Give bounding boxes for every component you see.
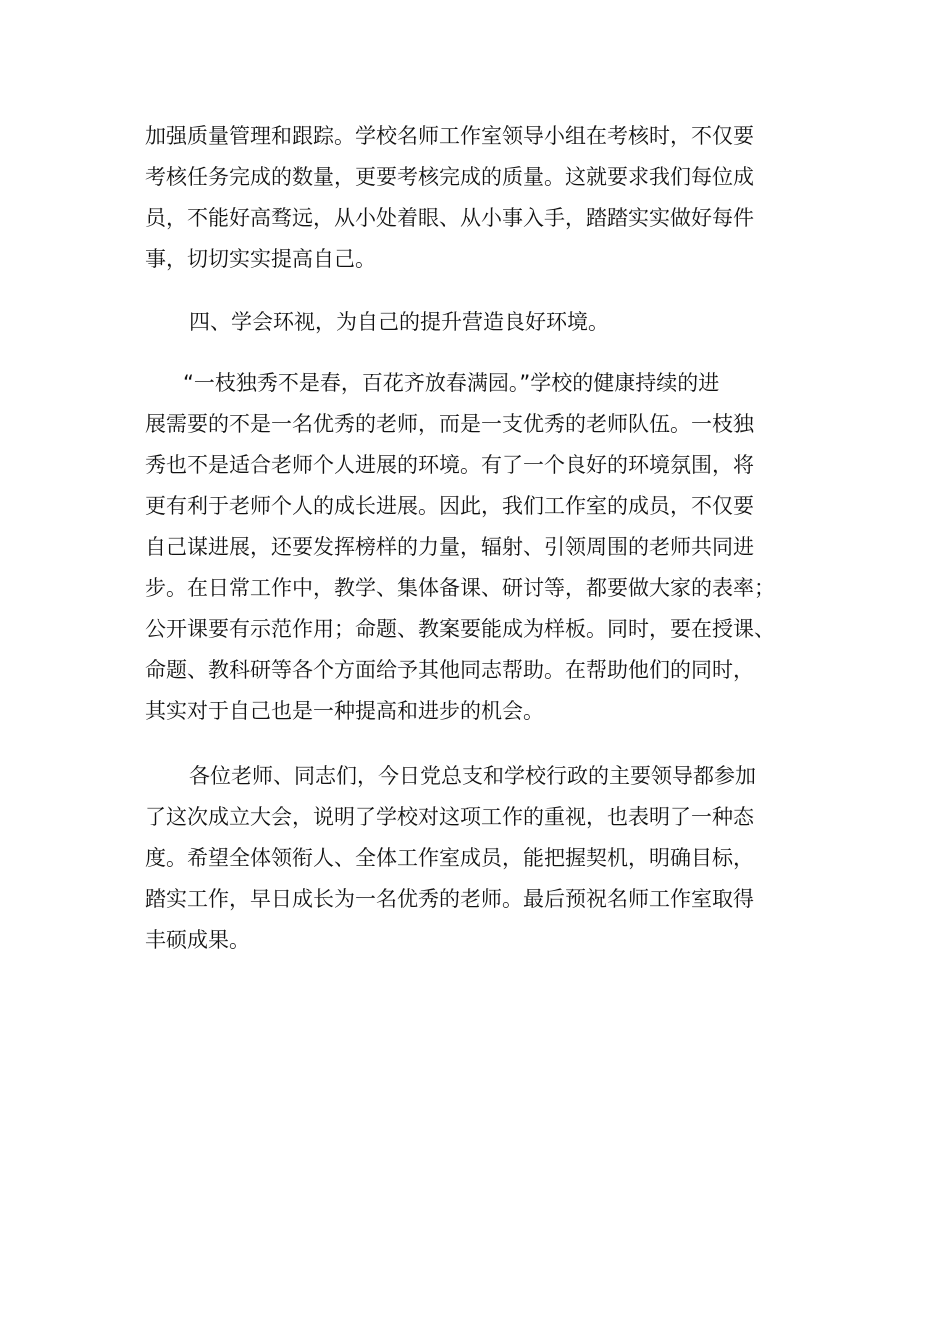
paragraph-environment [145, 363, 805, 732]
paragraph-quality-management [145, 116, 805, 280]
paragraph-closing-remarks [145, 756, 805, 961]
text-line: 考核任务完成的数量，更要考核完成的质量。这就要求我们每位成 [145, 165, 754, 189]
section-heading-four [145, 302, 805, 343]
text-line: 了这次成立大会，说明了学校对这项工作的重视，也表明了一种态 [145, 805, 754, 829]
text-line: 事，切切实实提高自己。 [145, 247, 376, 271]
section-heading-text: 四、学会环视，为自己的提升营造良好环境。 [189, 310, 609, 334]
text-line: 各位老师、同志们，今日党总支和学校行政的主要领导都参加 [189, 764, 756, 788]
text-line: 员，不能好高骛远，从小处着眼、从小事入手，踏踏实实做好每件 [145, 206, 754, 230]
text-line: 展需要的不是一名优秀的老师，而是一支优秀的老师队伍。一枝独 [145, 412, 754, 436]
text-line: 自己谋进展，还要发挥榜样的力量，辐射、引领周围的老师共同进 [145, 535, 754, 559]
text-line: 加强质量管理和跟踪。学校名师工作室领导小组在考核时，不仅要 [145, 124, 754, 148]
text-line: 步。在日常工作中，教学、集体备课、研讨等，都要做大家的表率； [145, 576, 775, 600]
text-line: 其实对于自己也是一种提高和进步的机会。 [145, 699, 544, 723]
text-line: 秀也不是适合老师个人进展的环境。有了一个良好的环境氛围，将 [145, 453, 754, 477]
text-line: 公开课要有示范作用；命题、教案要能成为样板。同时，要在授课、 [145, 617, 775, 641]
text-line: “一枝独秀不是春，百花齐放春满园。”学校的健康持续的进 [183, 371, 720, 395]
text-line: 度。希望全体领衔人、全体工作室成员，能把握契机，明确目标， [145, 846, 754, 870]
text-line: 命题、教科研等各个方面给予其他同志帮助。在帮助他们的同时， [145, 658, 754, 682]
text-line: 更有利于老师个人的成长进展。因此，我们工作室的成员，不仅要 [145, 494, 754, 518]
text-line: 踏实工作，早日成长为一名优秀的老师。最后预祝名师工作室取得 [145, 887, 754, 911]
text-line: 丰硕成果。 [145, 928, 250, 952]
